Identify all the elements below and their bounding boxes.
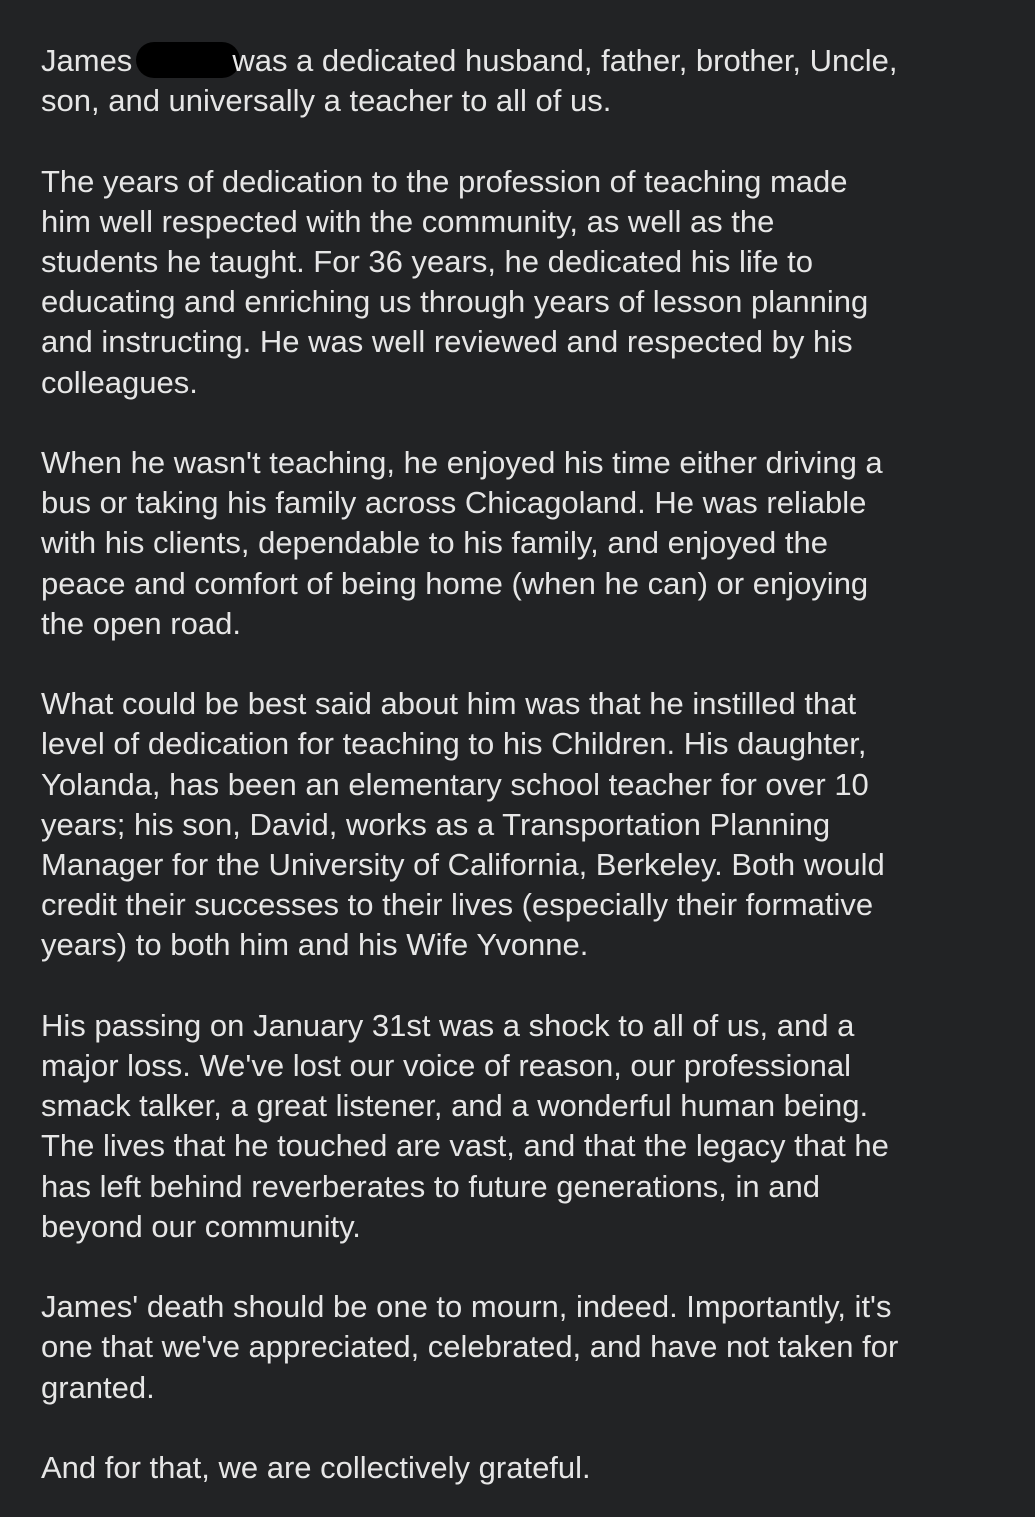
paragraph-hobbies: When he wasn't teaching, he enjoyed his time either driving a bus or taking his family across Chicagoland. He was reliable with his clients, dependable to his family, and enjoyed the peace and comfort of being home (when he can) or enjoying the open road. [41, 445, 883, 641]
paragraph-teaching: The years of dedication to the profession of teaching made him well respected with the community, as well as the students he taught. For 36 years, he dedicated his life to educating and enriching us through years of lesson planning and instructing. He was well reviewed and respected by his colleagues. [41, 163, 869, 400]
post-body [41, 41, 1001, 1488]
paragraph-grateful: And for that, we are collectively grateful. [41, 1450, 591, 1486]
first-name: James [41, 43, 133, 78]
intro-rest: was a dedicated husband, father, brother, Uncle, son, and universally a teacher to all of us. [41, 43, 898, 119]
paragraph-children: What could be best said about him was that he instilled that level of dedication for teaching to his Children. His daughter, Yolanda, has been an elementary school teacher for over 10 years; his son, David, works as a Transportation Planning Manager for the University of California, Berkeley. Both would credit their successes to their lives (especially their formative years) to both him and his Wife Yvonne. [41, 686, 885, 963]
paragraph-passing: His passing on January 31st was a shock to all of us, and a major loss. We've lost our voice of reason, our professional smack talker, a great listener, and a wonderful human being. The lives that he touched are vast, and that the legacy that he has left behind reverberates to future generations, in and beyond our community. [41, 1007, 889, 1244]
paragraph-mourn: James' death should be one to mourn, indeed. Importantly, it's one that we've appreciated, celebrated, and have not taken for granted. [41, 1289, 899, 1405]
paragraph-intro [41, 41, 1001, 121]
redaction-mark [136, 42, 240, 78]
